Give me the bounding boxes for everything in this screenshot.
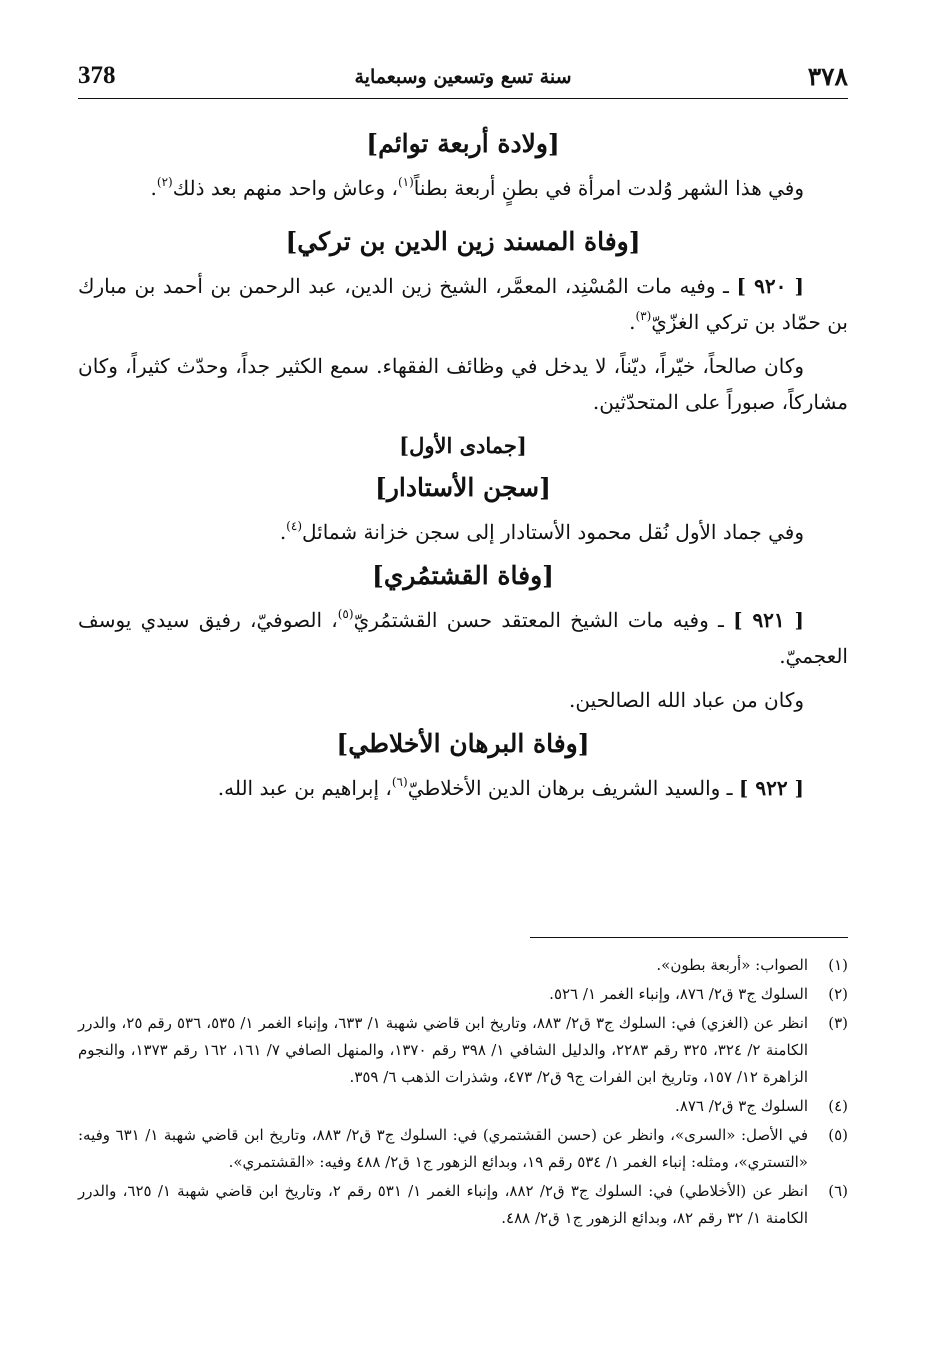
footnote-text: انظر عن (الأخلاطي) في: السلوك ج٣ ق٢/ ٨٨٢، وإنباء الغمر ١/ ٥٣١ رقم ٢، وتاريخ ابن قاضي شهبة ١/ ٦٢٥، والدرر الكامنة ١/ ٣٢ رقم ٨٢، وبدائع الزهور ج١ ق٢/ ٤٨٨. [78,1182,808,1227]
paragraph [78,770,848,806]
footnote-marker[interactable]: (٦) [391,775,408,789]
section-heading: [ولادة أربعة توائم] [366,129,560,158]
footnote-marker[interactable]: (٥) [337,607,354,621]
paragraph [78,514,848,550]
footnote [78,1010,848,1091]
page-number-arabic: ٣٧٨ [807,62,848,91]
paragraph-text: ، الصوفيّ، رفيق سيدي يوسف العجميّ. [78,608,848,668]
entry-number: [ ٩٢٢ ] [738,776,804,800]
footnote [78,1122,848,1176]
paragraph: وكان صالحاً، خيّراً، ديّناً، لا يدخل في وظائف الفقهاء. سمع الكثير جداً، وحدّث كثيراً، وكان مشاركاً، صبوراً على المتحدّثين. [78,354,848,414]
section-heading: [سجن الأستادار] [375,473,551,502]
footnote-number: (١) [828,956,848,974]
paragraph [78,268,848,340]
running-header [78,62,848,96]
paragraph-text: ـ وفيه مات المُسْنِد، المعمَّر، الشيخ زين الدين، عبد الرحمن بن أحمد بن مبارك بن حمّاد بن تركي الغزّيّ [78,274,848,334]
paragraph-text: ـ والسيد الشريف برهان الدين الأخلاطيّ [407,776,733,800]
entry-number: [ ٩٢١ ] [733,608,804,632]
page-number-latin: 378 [78,62,116,89]
paragraph-text: وفي جماد الأول نُقل محمود الأستادار إلى سجن خزانة شمائل [302,520,804,544]
footnote-number: (٥) [828,1126,848,1144]
section-heading: [وفاة المسند زين الدين بن تركي] [285,227,641,256]
paragraph-text: . [279,520,287,544]
running-title: سنة تسع وتسعين وسبعماية [354,66,572,88]
footnote-number: (٤) [828,1097,848,1115]
footnote-number: (٣) [828,1014,848,1032]
paragraph-text: . [629,310,636,334]
footnote [78,981,848,1008]
paragraph-text: ، إبراهيم بن عبد الله. [217,776,392,800]
footnote [78,952,848,979]
section-heading: [وفاة البرهان الأخلاطي] [336,729,590,758]
footnote-text: الصواب: «أربعة بطون». [656,956,808,974]
footnote [78,1093,848,1120]
footnote-text: السلوك ج٣ ق٢/ ٨٧٦. [675,1097,808,1115]
paragraph-text: ـ وفيه مات الشيخ المعتقد حسن القشتمُريّ [353,608,724,632]
paragraph-text: . [150,176,157,200]
footnote-text: انظر عن (الغزي) في: السلوك ج٣ ق٢/ ٨٨٣، وتاريخ ابن قاضي شهبة ١/ ٦٣٣، وإنباء الغمر ١/ ٥٣٥، ٥٣٦ رقم ٢٥، والدرر الكامنة ٢/ ٣٢٤، ٣٢٥ رقم ٢٢٨٣، والدليل الشافي ١/ ٣٩٨ رقم ١٣٧٠، والمنهل الصافي ٧/ ١٦١، ١٦٢ رقم ١٣٧٣، والنجوم الزاهرة ١٢/ ١٥٧، وتاريخ ابن الفرات ج٩ ق٢/ ٤٧٣، وشذرات الذهب ٦/ ٣٥٩. [78,1014,809,1086]
paragraph-text: وفي هذا الشهر وُلدت امرأة في بطنٍ أربعة بطناً [413,176,804,200]
footnote-marker[interactable]: (٤) [286,519,302,533]
footnote-marker[interactable]: (١) [397,175,414,189]
footnote-text: في الأصل: «السرى»، وانظر عن (حسن القشتمري) في: السلوك ج٣ ق٢/ ٨٨٣، وتاريخ ابن قاضي شهبة ١/ ٦٣١ وفيه: «التستري»، ومثله: إنباء الغمر ١/ ٥٣٤ رقم ١٩، وبدائع الزهور ج١ ق٢/ ٤٨٨ وفيه: «القشتمري». [78,1126,809,1171]
paragraph [78,602,848,674]
paragraph: وكان من عباد الله الصالحين. [569,688,804,712]
footnote-rule [530,937,848,938]
section-heading: [وفاة القشتمُري] [372,561,554,590]
entry-number: [ ٩٢٠ ] [736,274,804,298]
main-text [78,122,848,814]
footnote-number: (٢) [828,985,848,1003]
month-heading: [جمادى الأول] [399,433,527,458]
header-rule [78,98,848,99]
footnote-text: السلوك ج٣ ق٢/ ٨٧٦، وإنباء الغمر ١/ ٥٢٦. [549,985,808,1003]
footnotes [78,952,848,1234]
footnote-number: (٦) [828,1182,848,1200]
paragraph-text: ، وعاش واحد منهم بعد ذلك [172,176,398,200]
footnote [78,1178,848,1232]
footnote-marker[interactable]: (٣) [635,309,652,323]
paragraph [78,170,848,206]
footnote-marker[interactable]: (٢) [156,175,173,189]
